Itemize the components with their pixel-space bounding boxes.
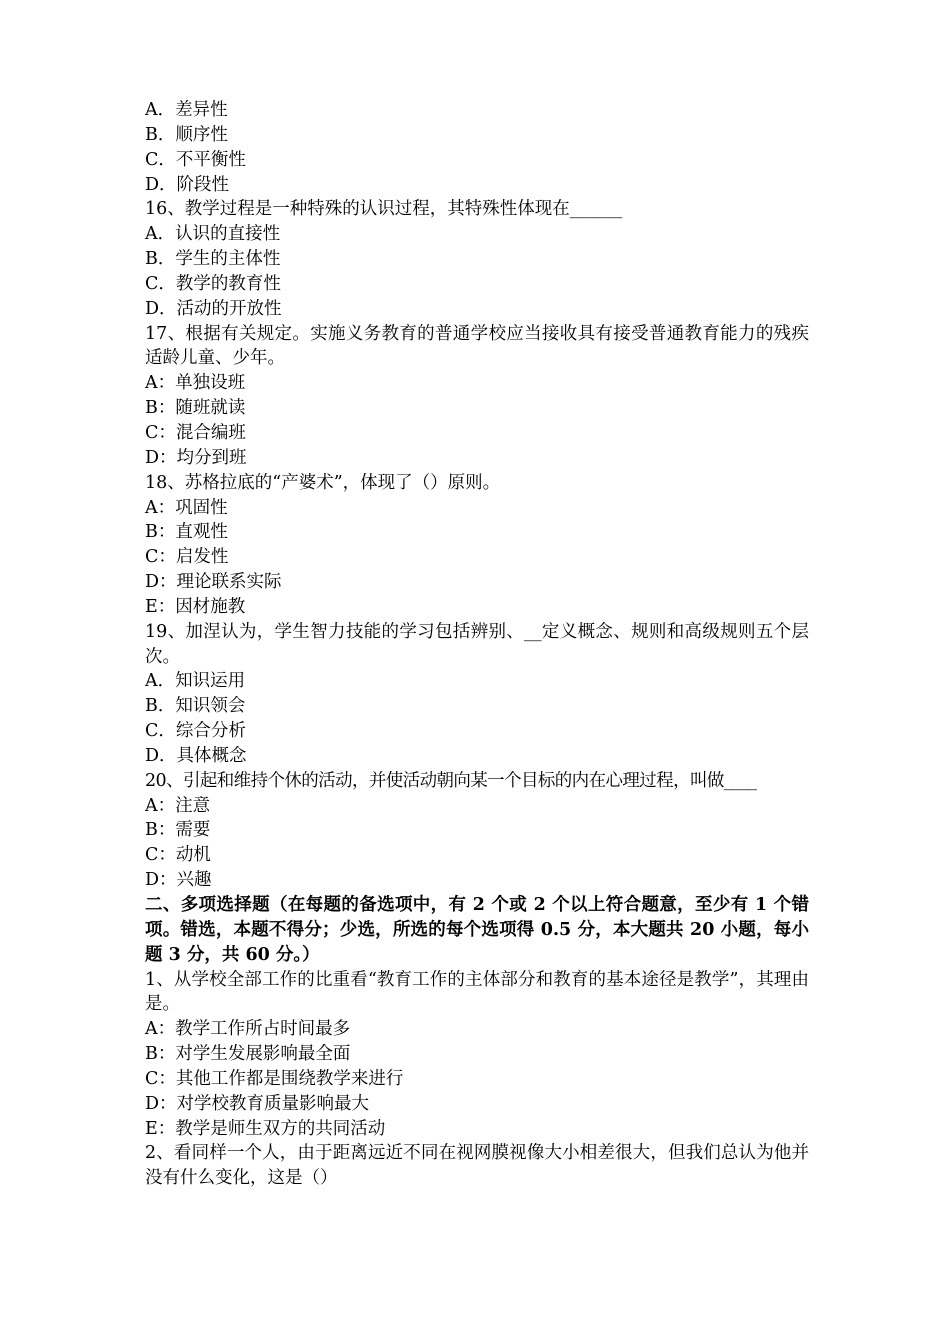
option-line: B．学生的主体性 — [145, 249, 281, 270]
option-line: D：对学校教育质量影响最大 — [145, 1093, 370, 1114]
option-line: C．教学的教育性 — [145, 273, 281, 294]
option-line: A：教学工作所占时间最多 — [145, 1019, 351, 1040]
question-20: 20、引起和维持个休的活动，并使活动朝向某一个目标的内在心理过程，叫做____ — [145, 770, 757, 791]
multi-question-1: 1、从学校全部工作的比重看“教育工作的主体部分和教育的基本途径是教学”，其理由是。 — [145, 969, 809, 1015]
option-line: A．差异性 — [145, 100, 228, 120]
option-line: A．认识的直接性 — [145, 224, 281, 245]
option-line: C．不平衡性 — [145, 149, 246, 170]
option-line: E：因材施教 — [145, 596, 246, 617]
option-line: B：对学生发展影响最全面 — [145, 1044, 351, 1065]
question-18: 18、苏格拉底的“产婆术”，体现了（）原则。 — [145, 472, 501, 493]
option-line: A：单独设班 — [145, 373, 246, 394]
option-line: A．知识运用 — [145, 671, 246, 692]
option-line: A：注意 — [145, 795, 211, 816]
option-line: A：巩固性 — [145, 497, 228, 518]
option-line: D：兴趣 — [145, 870, 212, 891]
option-line: B：直观性 — [145, 522, 228, 543]
multi-question-2: 2、看同样一个人，由于距离远近不同在视网膜视像大小相差很大，但我们总认为他并没有什么变化，这是（） — [145, 1143, 809, 1189]
option-line: B：随班就读 — [145, 398, 246, 419]
question-16: 16、教学过程是一种特殊的认识过程，其特殊性体现在______ — [145, 199, 623, 220]
option-line: E：教学是师生双方的共同活动 — [145, 1118, 386, 1139]
option-line: C：其他工作都是围绕教学来进行 — [145, 1068, 404, 1089]
option-line: B．顺序性 — [145, 124, 228, 145]
section-heading: 二、多项选择题（在每题的备选项中，有 2 个或 2 个以上符合题意，至少有 1 个错项。错选，本题不得分；少选，所选的每个选项得 0.5 分，本大题共 20 小题，每小题 3 分，共 60 分。） — [145, 895, 809, 965]
option-line: C：混合编班 — [145, 422, 246, 443]
option-line: C：动机 — [145, 845, 211, 866]
document-page — [145, 98, 809, 1191]
question-19: 19、加涅认为，学生智力技能的学习包括辨别、__定义概念、规则和高级规则五个层次。 — [145, 621, 809, 667]
question-17: 17、根据有关规定。实施义务教育的普通学校应当接收具有接受普通教育能力的残疾适龄儿童、少年。 — [145, 323, 809, 369]
option-line: B：需要 — [145, 820, 211, 841]
option-line: D：均分到班 — [145, 447, 247, 468]
option-line: D：理论联系实际 — [145, 572, 282, 593]
option-line: B．知识领会 — [145, 696, 246, 717]
option-line: C：启发性 — [145, 547, 229, 568]
option-line: D．阶段性 — [145, 174, 230, 195]
option-line: D．活动的开放性 — [145, 298, 282, 319]
option-line: C．综合分析 — [145, 721, 246, 742]
option-line: D．具体概念 — [145, 745, 247, 766]
